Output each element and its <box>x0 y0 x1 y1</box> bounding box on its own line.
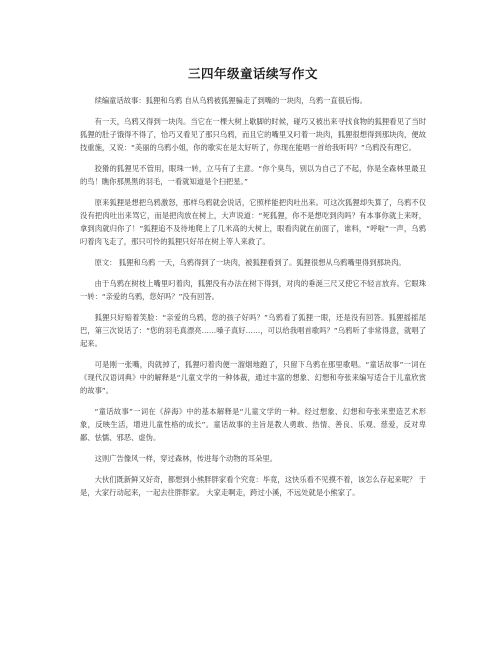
paragraph-8: 可是刚一张嘴，肉就掉了，狐狸叼着肉便一溜烟地跑了，只留下乌鸦在那里歌唱。“童话故事”一词在《现代汉语词典》中的解释是“儿童文学的一种体裁，通过丰富的想象、幻想和夸张来编写适合于儿童欣赏的故事”。 <box>80 359 426 396</box>
paragraph-4: 原来狐狸是想把乌鸦激怒，那样乌鸦就会说话，它照样能把肉吐出来。可这次狐狸却失算了，乌鸦不仅没有把肉吐出来骂它，而是把肉放在树上，大声说道：“死狐狸，你不是想吃到肉吗？有本事你就上来呀，拿到肉就归你了！”狐狸追不及待地爬上了几米高的大树上，眼看肉就在前面了，谁料，“呼啦”一声，乌鸦叼着肉飞走了，那只可怜的狐狸只好吊在树上等人来救了。 <box>80 197 426 247</box>
paragraph-1: 续编童话故事：狐狸和乌鸦 自从乌鸦被狐狸骗走了到嘴的一块肉，乌鸦一直很后悔。 <box>94 96 367 105</box>
document-title: 三四年级童话续写作文 <box>187 66 318 81</box>
paragraph-6: 由于乌鸦在树枝上嘴里叼着肉，狐狸没有办法在树下得到，对肉的垂涎三尺又使它不轻言放弃。它眼珠一转：“亲爱的乌鸦，您好吗？”没有回答。 <box>80 278 426 301</box>
paragraph-2: 有一天，乌鸦又得到一块肉。当它在一棵大树上歇脚的时候，碰巧又被出来寻找食物的狐狸看见了当时狐狸的肚子饿得不得了，恰巧又看见了那只乌鸦，而且它的嘴里又叼着一块肉，狐狸很想得到那块肉，便故技重施，又说：“美丽的乌鸦小姐，你的歌实在是太好听了，你现在能唱一首给我听吗？”乌鸦没有理它。 <box>80 116 426 153</box>
paragraph-10: 这则广告像风一样，穿过森林，传进每个动物的耳朵里。 <box>94 453 278 463</box>
paragraph-5: 原文： 狐狸和乌鸦 一天，乌鸦得到了一块肉，被狐狸看到了。狐狸很想从乌鸦嘴里得到那块肉。 <box>94 258 406 268</box>
paragraph-11: 大伙们既新鲜又好奇，都想到小熊胖胖家看个究竟：毕竟，这快乐看不见摸不着，该怎么存起来呢？ 于是，大家行动起来，一起去往胖胖家。 大家走啊走，跨过小溪，不远处就是小熊家了。 <box>80 474 426 497</box>
paragraph-3: 狡猾的狐狸见不管用，眼珠一转，立马有了主意。“你个臭鸟，别以为自己了不起，你是全森林里最丑的鸟！瞧你那黑黑的羽毛，一看就知道是个扫把星。” <box>80 163 426 187</box>
paragraph-7: 狐狸只好赔着笑脸：“亲爱的乌鸦，您的孩子好吗？”乌鸦看了狐狸一眼，还是没有回答。狐狸摇摇尾巴，第三次说话了：“您的羽毛真漂亮……嗓子真好……，可以给我唱首歌吗？”乌鸦听了非常得意，就唱了起来。 <box>80 312 426 349</box>
paragraph-9: “童话故事”一词在《辞海》中的基本解释是“儿童文学的一种。经过想象、幻想和夸张来塑造艺术形象，反映生活，增进儿童性格的成长”。童话故事的主旨是教人勇敢、热情、善良、乐观、慈爱，反对卑鄙、怯懦、邪恶、虚伪。 <box>80 406 426 443</box>
